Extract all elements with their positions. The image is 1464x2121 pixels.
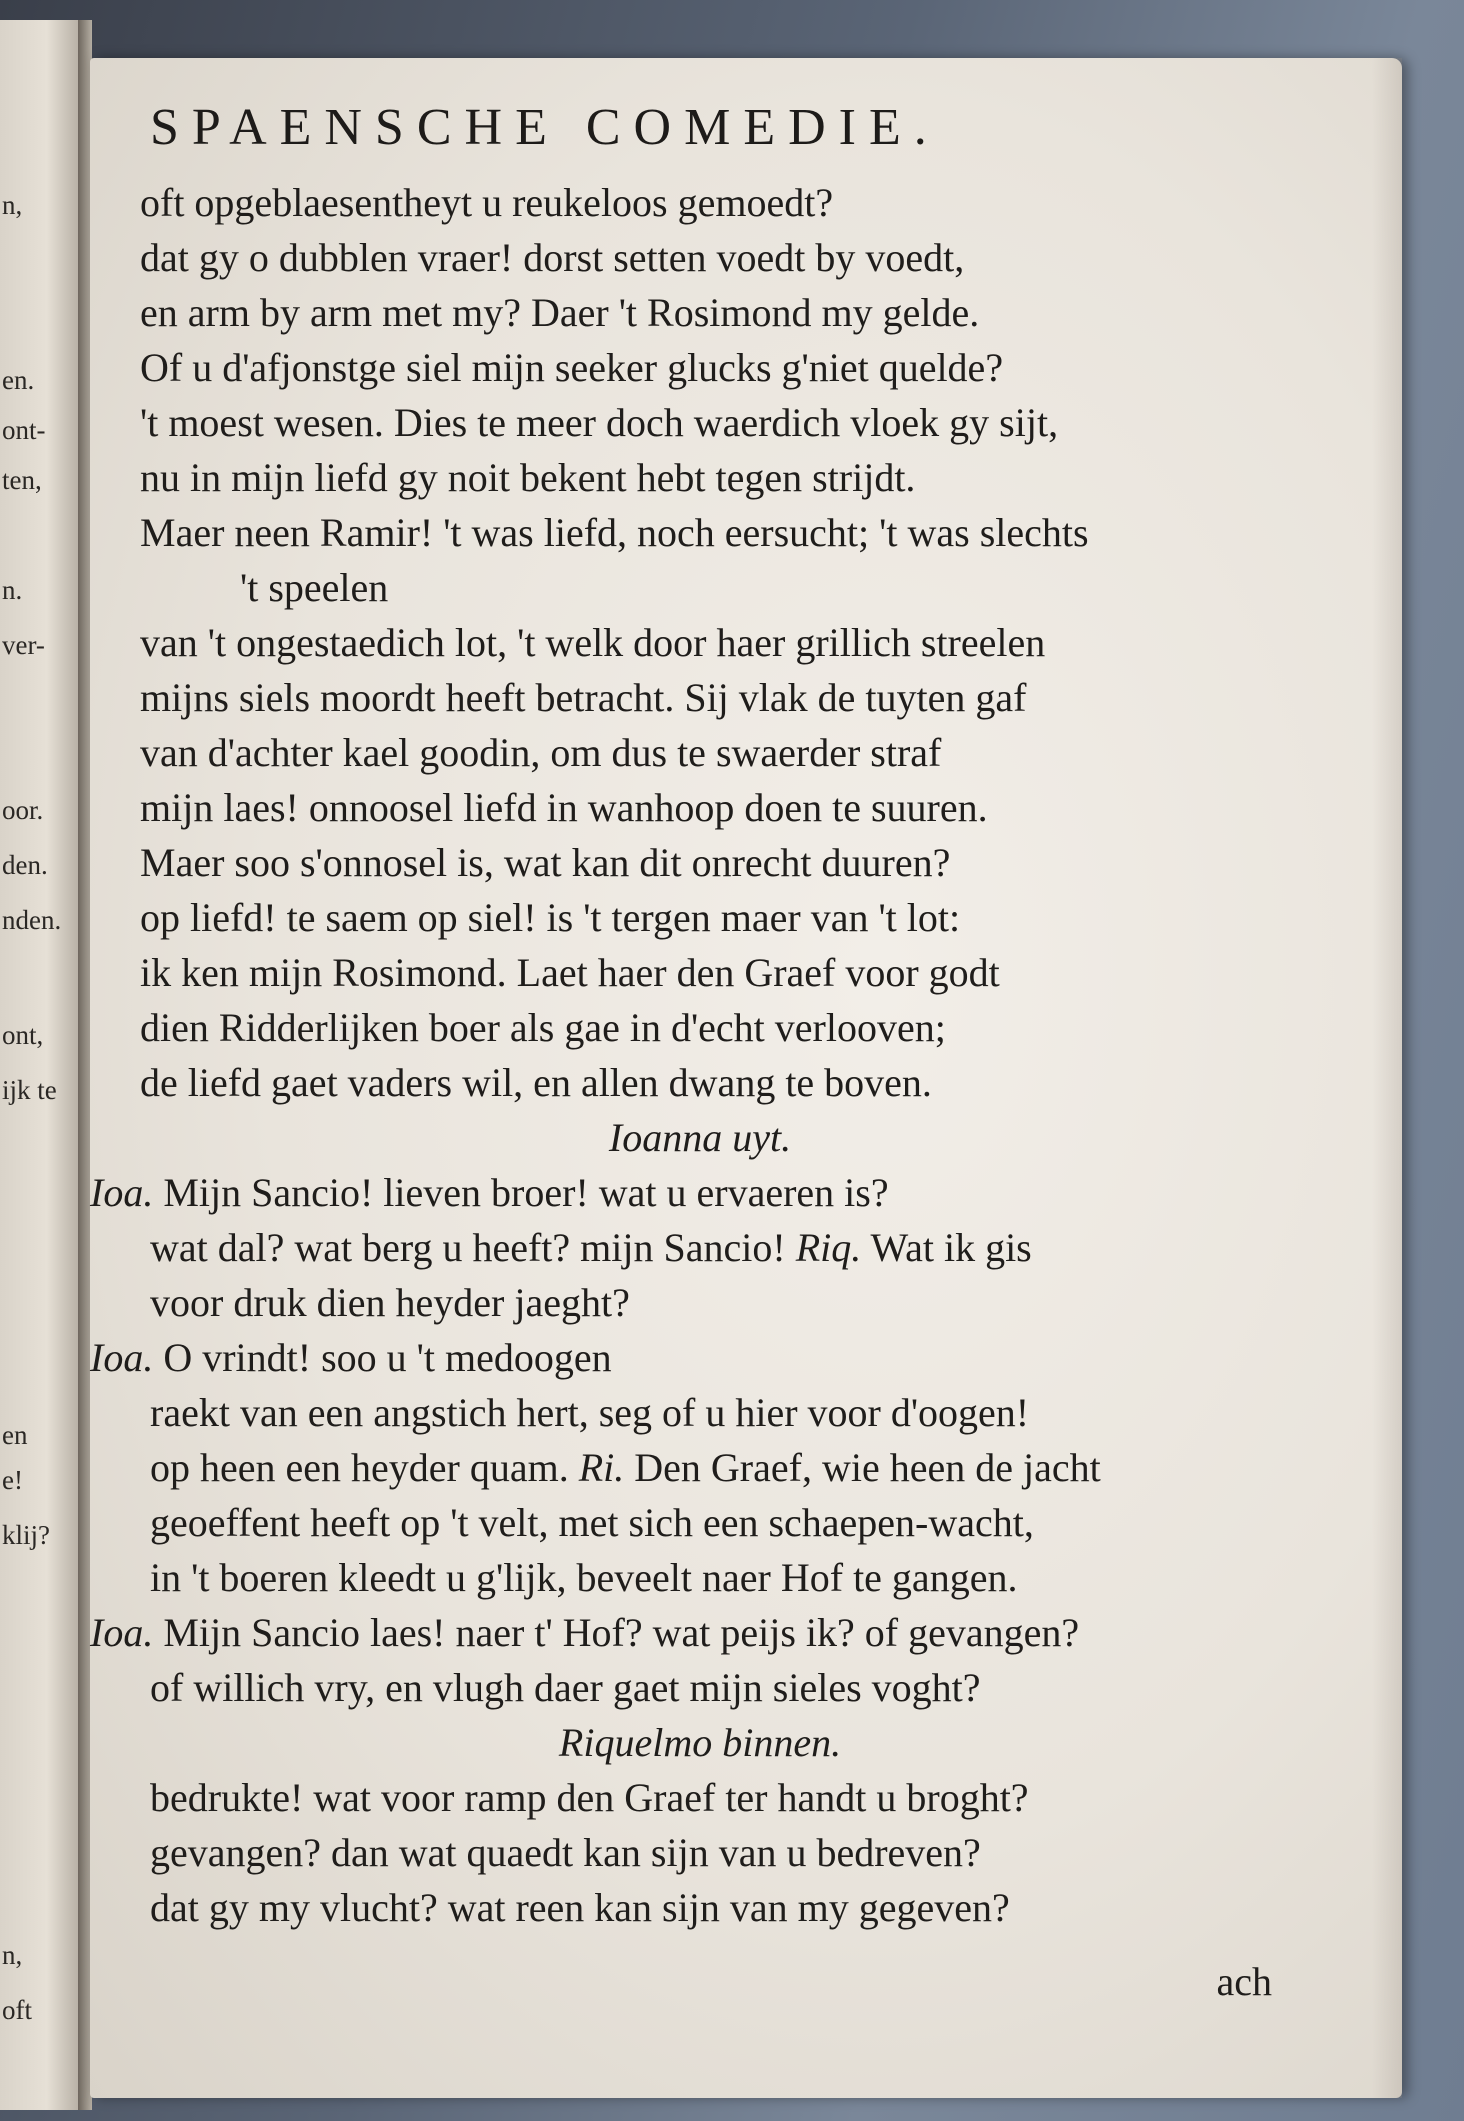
running-head: SPAENSCHE COMEDIE. xyxy=(150,99,940,156)
verse-line: ik ken mijn Rosimond. Laet haer den Graef voor godt xyxy=(140,950,1000,995)
speech-text: O vrindt! soo u 't medoogen xyxy=(163,1335,612,1380)
book-page xyxy=(90,58,1402,2098)
verse-line: dien Ridderlijken boer als gae in d'echt verlooven; xyxy=(140,1005,946,1050)
facing-page-fragment: ont, xyxy=(2,1020,44,1050)
verse-line: Of u d'afjonstge siel mijn seeker glucks g'niet quelde? xyxy=(140,345,1004,390)
speaker-label: Riq. xyxy=(795,1225,862,1270)
verse-line: op liefd! te saem op siel! is 't tergen maer van 't lot: xyxy=(140,895,961,940)
facing-page-fragment: ont- xyxy=(2,415,46,445)
speaker-label: Ioa. xyxy=(90,1170,154,1215)
verse-line: 't moest wesen. Dies te meer doch waerdich vloek gy sijt, xyxy=(140,400,1059,445)
speaker-label: Ioa. xyxy=(90,1610,154,1655)
facing-page-fragment: ten, xyxy=(2,465,42,495)
verse-line: raekt van een angstich hert, seg of u hier voor d'oogen! xyxy=(150,1390,1030,1435)
verse-line: dat gy o dubblen vraer! dorst setten voedt by voedt, xyxy=(140,235,965,280)
speech-line xyxy=(90,1610,1080,1655)
speech-text: Mijn Sancio! lieven broer! wat u ervaeren is? xyxy=(163,1170,889,1215)
catchword: ach xyxy=(1216,1959,1272,2004)
verse-line: van d'achter kael goodin, om dus te swaerder straf xyxy=(140,730,942,775)
verse-line: dat gy my vlucht? wat reen kan sijn van my gegeven? xyxy=(150,1885,1010,1930)
verse-line: bedrukte! wat voor ramp den Graef ter handt u broght? xyxy=(150,1775,1029,1820)
facing-page-fragment: klij? xyxy=(2,1520,50,1550)
facing-page-fragment: ijk te xyxy=(2,1075,57,1105)
verse-line: mijns siels moordt heeft betracht. Sij vlak de tuyten gaf xyxy=(140,675,1027,720)
verse-line: de liefd gaet vaders wil, en allen dwang te boven. xyxy=(140,1060,932,1105)
speech-line xyxy=(90,1170,889,1215)
verse-line: Maer neen Ramir! 't was liefd, noch eersucht; 't was slechts xyxy=(140,510,1089,555)
facing-page-fragment: en xyxy=(2,1420,28,1450)
verse-line: voor druk dien heyder jaeght? xyxy=(150,1280,630,1325)
verse-line: oft opgeblaesentheyt u reukeloos gemoedt? xyxy=(140,180,834,225)
verse-line: mijn laes! onnoosel liefd in wanhoop doen te suuren. xyxy=(140,785,988,830)
facing-page-fragment: en. xyxy=(2,365,35,395)
verse-line: nu in mijn liefd gy noit bekent hebt tegen strijdt. xyxy=(140,455,916,500)
speech-text: Wat ik gis xyxy=(870,1225,1032,1270)
speech-line xyxy=(150,1225,1032,1270)
facing-page-fragment: oft xyxy=(2,1995,32,2025)
facing-page-fragment: nden. xyxy=(2,905,62,935)
verse-line: in 't boeren kleedt u g'lijk, beveelt naer Hof te gangen. xyxy=(150,1555,1018,1600)
speaker-label: Ioa. xyxy=(90,1335,154,1380)
stage-direction: Riquelmo binnen. xyxy=(558,1720,842,1765)
speaker-label: Ri. xyxy=(578,1445,625,1490)
speech-text: Den Graef, wie heen de jacht xyxy=(634,1445,1101,1490)
verse-line: of willich vry, en vlugh daer gaet mijn sieles voght? xyxy=(150,1665,981,1710)
speech-line xyxy=(90,1335,612,1380)
facing-page-fragment: n, xyxy=(2,190,23,220)
verse-line-continuation: 't speelen xyxy=(240,565,389,610)
verse-line: Maer soo s'onnosel is, wat kan dit onrecht duuren? xyxy=(140,840,951,885)
speech-text: op heen een heyder quam. xyxy=(150,1445,569,1490)
facing-page-edge xyxy=(0,20,80,2110)
facing-page-fragment: n. xyxy=(2,575,23,605)
stage-direction: Ioanna uyt. xyxy=(608,1115,792,1160)
verse-line: en arm by arm met my? Daer 't Rosimond my gelde. xyxy=(140,290,980,335)
speech-text: wat dal? wat berg u heeft? mijn Sancio! xyxy=(150,1225,786,1270)
facing-page-fragment: ver- xyxy=(2,630,45,660)
speech-text: Mijn Sancio laes! naer t' Hof? wat peijs ik? of gevangen? xyxy=(163,1610,1080,1655)
facing-page-fragment: n, xyxy=(2,1940,23,1970)
verse-line: geoeffent heeft op 't velt, met sich een schaepen-wacht, xyxy=(150,1500,1034,1545)
speech-line xyxy=(150,1445,1101,1490)
verse-line: van 't ongestaedich lot, 't welk door haer grillich streelen xyxy=(140,620,1046,665)
facing-page-fragment: oor. xyxy=(2,795,44,825)
facing-page-fragment: e! xyxy=(2,1465,23,1495)
verse-line: gevangen? dan wat quaedt kan sijn van u bedreven? xyxy=(150,1830,981,1875)
facing-page-fragment: den. xyxy=(2,850,48,880)
